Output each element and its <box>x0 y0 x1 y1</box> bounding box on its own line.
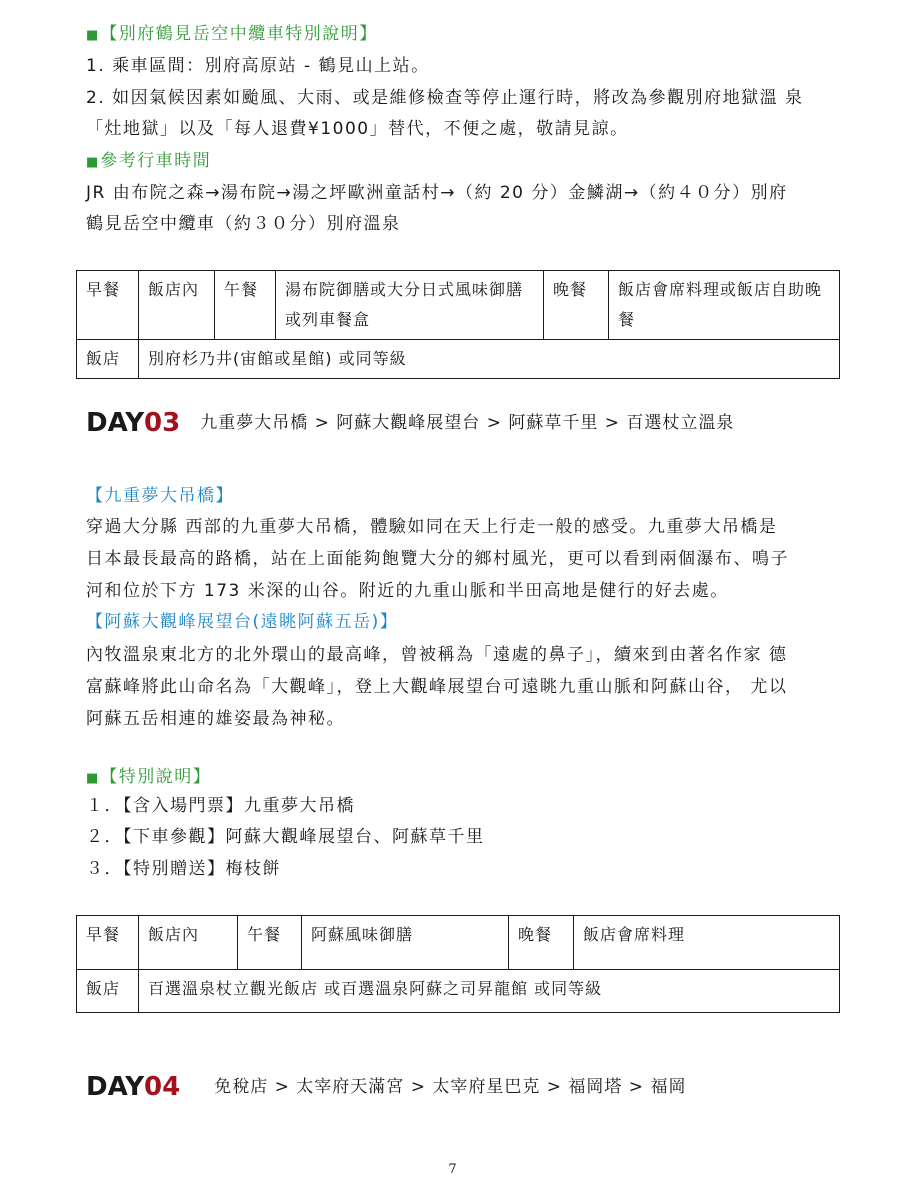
special-item: １．【含入場門票】九重夢大吊橋 <box>86 796 355 816</box>
meal-row <box>77 916 840 970</box>
day03-header <box>86 408 734 438</box>
hotel-label: 飯店 <box>77 970 139 1013</box>
lunch-label: 午餐 <box>215 271 276 340</box>
special-item: ２．【下車參觀】阿蘇大觀峰展望台、阿蘇草千里 <box>86 827 485 847</box>
day04-header <box>86 1072 686 1102</box>
schedule-line-1: JR 由布院之森→湯布院→湯之坪歐洲童話村→（約 20 分）金鱗湖→（約４０分）別府 <box>86 183 788 203</box>
hotel-row <box>77 970 840 1013</box>
special-heading-text: 【特別說明】 <box>100 767 212 787</box>
square-bullet-icon: ■ <box>86 771 99 786</box>
ropeway-heading-text: 【別府鶴見岳空中纜車特別說明】 <box>100 24 378 44</box>
hotel-label: 飯店 <box>77 340 139 379</box>
lunch-value: 阿蘇風味御膳 <box>302 916 509 970</box>
day-route: 免稅店 > 太宰府天滿宮 > 太宰府星巴克 > 福岡塔 > 福岡 <box>214 1077 687 1097</box>
hotel-value: 百選溫泉杖立觀光飯店 或百選溫泉阿蘇之司昇龍館 或同等級 <box>139 970 840 1013</box>
dinner-label: 晚餐 <box>509 916 574 970</box>
day-number: 03 <box>144 408 181 438</box>
page-number: 7 <box>448 1162 457 1177</box>
hotel-value: 別府杉乃井(宙館或星館) 或同等級 <box>139 340 840 379</box>
dinner-label: 晚餐 <box>544 271 609 340</box>
bridge-line-3: 河和位於下方 173 米深的山谷。附近的九重山脈和半田高地是健行的好去處。 <box>86 581 729 601</box>
bridge-heading: 【九重夢大吊橋】 <box>86 486 234 506</box>
breakfast-label: 早餐 <box>77 916 139 970</box>
ropeway-note-2-line-2: 「灶地獄」以及「每人退費¥1000」替代，不便之處，敬請見諒。 <box>86 119 629 139</box>
daikanbo-line-2: 富蘇峰將此山命名為「大觀峰」，登上大觀峰展望台可遠眺九重山脈和阿蘇山谷， 尤以 <box>86 677 788 697</box>
daikanbo-line-3: 阿蘇五岳相連的雄姿最為神秘。 <box>86 709 345 729</box>
ropeway-note-1: 1. 乘車區間：別府高原站 - 鶴見山上站。 <box>86 56 430 76</box>
day-label: DAY <box>86 1072 145 1102</box>
daikanbo-heading: 【阿蘇大觀峰展望台(遠眺阿蘇五岳)】 <box>86 612 399 632</box>
ropeway-heading <box>86 22 378 48</box>
lunch-label: 午餐 <box>238 916 302 970</box>
lunch-value: 湯布院御膳或大分日式風味御膳或列車餐盒 <box>276 271 544 340</box>
schedule-heading-text: 參考行車時間 <box>100 151 212 171</box>
schedule-line-2: 鶴見岳空中纜車（約３０分）別府溫泉 <box>86 214 401 234</box>
bridge-line-2: 日本最長最高的路橋，站在上面能夠飽覽大分的鄉村風光，更可以看到兩個瀑布、鳴子 <box>86 549 789 569</box>
breakfast-label: 早餐 <box>77 271 139 340</box>
meal-row <box>77 271 840 340</box>
meal-table-day02 <box>76 270 840 379</box>
hotel-row <box>77 340 840 379</box>
dinner-value: 飯店會席料理 <box>574 916 840 970</box>
ropeway-note-2-line-1: 2. 如因氣候因素如颱風、大雨、或是維修檢查等停止運行時，將改為參觀別府地獄溫 泉 <box>86 88 804 108</box>
breakfast-value: 飯店內 <box>139 916 238 970</box>
special-heading <box>86 765 211 791</box>
schedule-heading <box>86 149 211 175</box>
day-route: 九重夢大吊橋 > 阿蘇大觀峰展望台 > 阿蘇草千里 > 百選杖立溫泉 <box>200 413 735 433</box>
bridge-line-1: 穿過大分縣 西部的九重夢大吊橋，體驗如同在天上行走一般的感受。九重夢大吊橋是 <box>86 517 778 537</box>
square-bullet-icon: ■ <box>86 28 99 43</box>
square-bullet-icon: ■ <box>86 155 99 170</box>
dinner-value: 飯店會席料理或飯店自助晚餐 <box>609 271 840 340</box>
special-item: ３．【特別贈送】梅枝餅 <box>86 859 281 879</box>
day-label: DAY <box>86 408 145 438</box>
meal-table-day03 <box>76 915 840 1013</box>
day-number: 04 <box>144 1072 181 1102</box>
daikanbo-line-1: 內牧溫泉東北方的北外環山的最高峰，曾被稱為「遠處的鼻子」，續來到由著名作家 德 <box>86 645 788 665</box>
breakfast-value: 飯店內 <box>139 271 215 340</box>
